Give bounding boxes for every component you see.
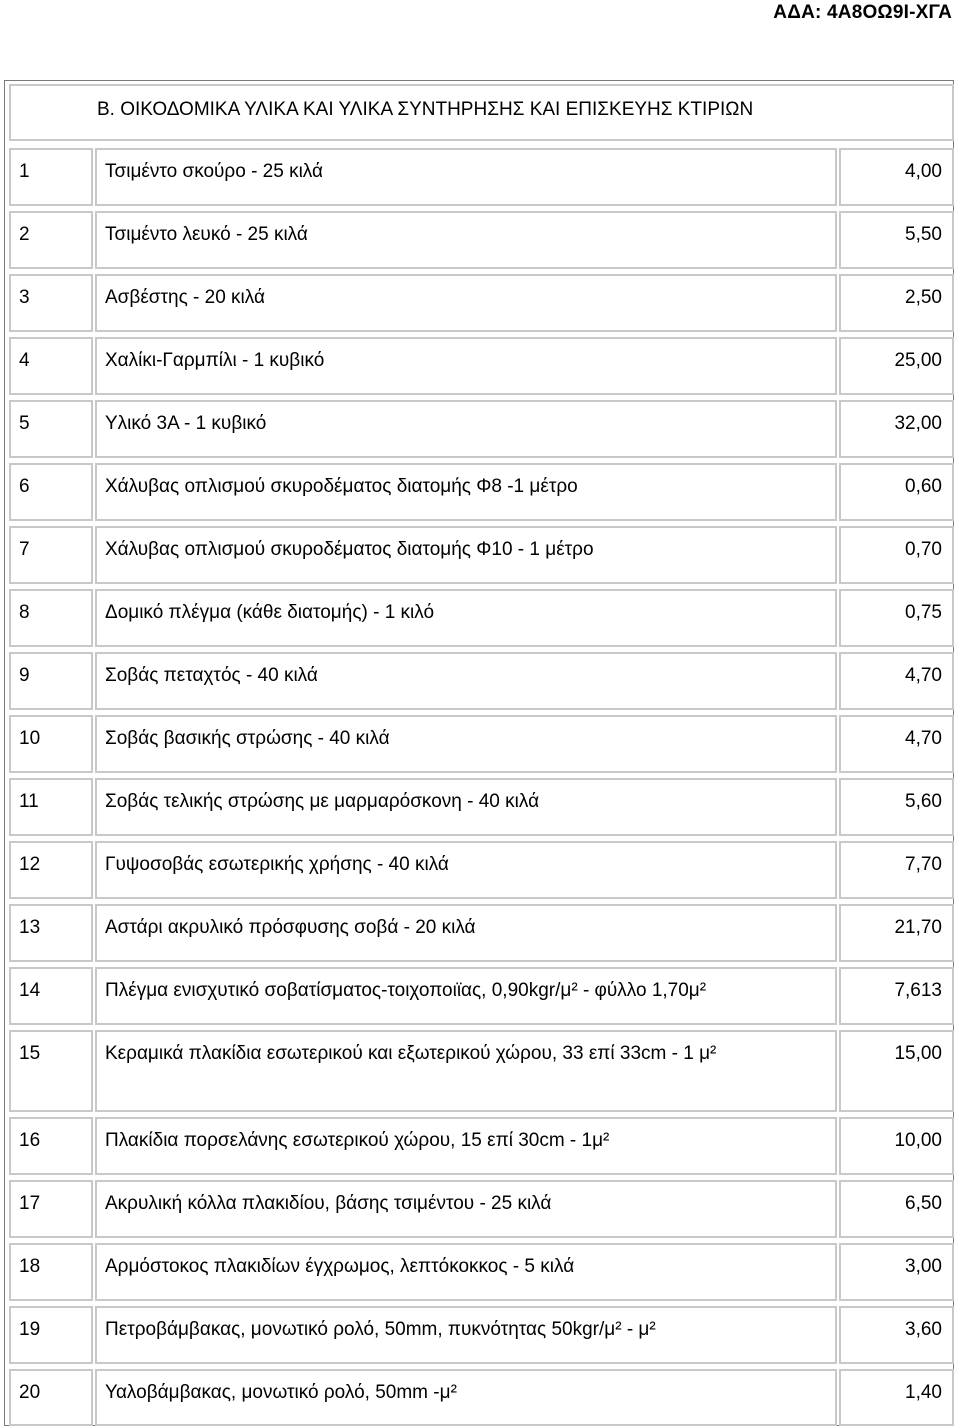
item-price-cell (839, 337, 954, 395)
item-description: Δομικό πλέγμα (κάθε διατομής) - 1 κιλό (105, 602, 435, 623)
item-number-cell (9, 1117, 93, 1175)
table-row (0, 652, 960, 710)
item-description-cell (95, 148, 837, 206)
item-number-cell (9, 1243, 93, 1301)
item-price-cell (839, 967, 954, 1025)
item-description-cell (95, 904, 837, 962)
table-row (0, 1117, 960, 1175)
item-number: 5 (19, 413, 30, 434)
item-price-cell (839, 1369, 954, 1426)
item-number: 6 (19, 476, 30, 497)
table-row (0, 904, 960, 962)
item-number: 4 (19, 350, 30, 371)
item-number-cell (9, 526, 93, 584)
item-price: 1,40 (905, 1382, 942, 1403)
item-number: 16 (19, 1130, 41, 1151)
item-description: Τσιμέντο λευκό - 25 κιλά (105, 224, 308, 245)
item-number-cell (9, 904, 93, 962)
item-description: Αρμόστοκος πλακιδίων έγχρωμος, λεπτόκοκκος - 5 κιλά (105, 1256, 575, 1277)
ada-code: ΑΔΑ: 4Α8ΟΩ9Ι-ΧΓΑ (773, 2, 952, 23)
item-price: 0,60 (905, 476, 942, 497)
item-description-cell (95, 841, 837, 899)
section-title: Β. ΟΙΚΟΔΟΜΙΚΑ ΥΛΙΚΑ ΚΑΙ ΥΛΙΚΑ ΣΥΝΤΗΡΗΣΗΣ ΚΑΙ ΕΠΙΣΚΕΥΗΣ ΚΤΙΡΙΩΝ (97, 99, 754, 120)
item-number-cell (9, 715, 93, 773)
item-description: Υλικό 3Α - 1 κυβικό (105, 413, 267, 434)
item-number: 10 (19, 728, 41, 749)
item-price: 7,613 (894, 980, 942, 1001)
item-description: Χάλυβας οπλισμού σκυροδέματος διατομής Φ8 -1 μέτρο (105, 476, 578, 497)
table-row (0, 337, 960, 395)
item-price-cell (839, 526, 954, 584)
item-price-cell (839, 589, 954, 647)
item-description-cell (95, 967, 837, 1025)
item-price: 2,50 (905, 287, 942, 308)
item-description-cell (95, 400, 837, 458)
item-number: 20 (19, 1382, 41, 1403)
table-row (0, 400, 960, 458)
item-price: 0,70 (905, 539, 942, 560)
item-description: Γυψοσοβάς εσωτερικής χρήσης - 40 κιλά (105, 854, 449, 875)
item-price-cell (839, 400, 954, 458)
item-description: Ακρυλική κόλλα πλακιδίου, βάσης τσιμέντου - 25 κιλά (105, 1193, 552, 1214)
item-price-cell (839, 904, 954, 962)
section-title-cell (9, 84, 954, 141)
item-number-cell (9, 778, 93, 836)
table-row (0, 274, 960, 332)
item-price: 6,50 (905, 1193, 942, 1214)
item-number: 7 (19, 539, 30, 560)
item-number-cell (9, 400, 93, 458)
item-number: 19 (19, 1319, 41, 1340)
item-number: 2 (19, 224, 30, 245)
item-price: 15,00 (894, 1043, 942, 1064)
item-number: 1 (19, 161, 30, 182)
item-description: Τσιμέντο σκούρο - 25 κιλά (105, 161, 324, 182)
item-price: 0,75 (905, 602, 942, 623)
item-description-cell (95, 715, 837, 773)
item-number: 8 (19, 602, 30, 623)
table-row (0, 1369, 960, 1426)
item-number-cell (9, 463, 93, 521)
item-description: Πλέγμα ενισχυτικό σοβατίσματος-τοιχοποιϊας, 0,90kgr/μ² - φύλλο 1,70μ² (105, 980, 707, 1001)
item-number-cell (9, 148, 93, 206)
item-price-cell (839, 1180, 954, 1238)
item-price-cell (839, 841, 954, 899)
item-description-cell (95, 652, 837, 710)
item-price-cell (839, 274, 954, 332)
item-description: Υαλοβάμβακας, μονωτικό ρολό, 50mm -μ² (105, 1382, 457, 1403)
item-description: Πετροβάμβακας, μονωτικό ρολό, 50mm, πυκνότητας 50kgr/μ² - μ² (105, 1319, 656, 1340)
item-price: 3,60 (905, 1319, 942, 1340)
item-description-cell (95, 1117, 837, 1175)
item-description-cell (95, 274, 837, 332)
item-number-cell (9, 274, 93, 332)
item-number: 15 (19, 1043, 41, 1064)
item-price: 5,50 (905, 224, 942, 245)
item-price: 5,60 (905, 791, 942, 812)
item-price-cell (839, 463, 954, 521)
item-number: 18 (19, 1256, 41, 1277)
item-description: Χάλυβας οπλισμού σκυροδέματος διατομής Φ10 - 1 μέτρο (105, 539, 594, 560)
table-row (0, 589, 960, 647)
item-description: Χαλίκι-Γαρμπίλι - 1 κυβικό (105, 350, 325, 371)
item-price: 3,00 (905, 1256, 942, 1277)
item-price: 4,70 (905, 728, 942, 749)
item-number-cell (9, 211, 93, 269)
table-row (0, 841, 960, 899)
item-number-cell (9, 1369, 93, 1426)
table-row (0, 526, 960, 584)
item-price: 4,00 (905, 161, 942, 182)
item-description-cell (95, 337, 837, 395)
item-number: 13 (19, 917, 41, 938)
item-price-cell (839, 1243, 954, 1301)
item-description-cell (95, 211, 837, 269)
item-price-cell (839, 778, 954, 836)
table-row (0, 967, 960, 1025)
item-description-cell (95, 1306, 837, 1364)
item-description-cell (95, 778, 837, 836)
item-number: 11 (19, 791, 39, 812)
item-description: Πλακίδια πορσελάνης εσωτερικού χώρου, 15 επί 30cm - 1μ² (105, 1130, 610, 1151)
item-number-cell (9, 1180, 93, 1238)
item-price-cell (839, 715, 954, 773)
item-number-cell (9, 1030, 93, 1112)
item-number: 14 (19, 980, 41, 1001)
item-description-cell (95, 526, 837, 584)
item-price-cell (839, 148, 954, 206)
item-description: Αστάρι ακρυλικό πρόσφυσης σοβά - 20 κιλά (105, 917, 476, 938)
item-number-cell (9, 967, 93, 1025)
item-price-cell (839, 652, 954, 710)
item-description-cell (95, 1180, 837, 1238)
item-price: 10,00 (894, 1130, 942, 1151)
item-description-cell (95, 1243, 837, 1301)
item-description: Κεραμικά πλακίδια εσωτερικού και εξωτερικού χώρου, 33 επί 33cm - 1 μ² (105, 1043, 717, 1064)
item-number: 9 (19, 665, 30, 686)
item-number: 3 (19, 287, 30, 308)
item-number-cell (9, 652, 93, 710)
item-price: 25,00 (894, 350, 942, 371)
table-row (0, 211, 960, 269)
item-price-cell (839, 1306, 954, 1364)
item-number-cell (9, 841, 93, 899)
item-description-cell (95, 1369, 837, 1426)
table-row (0, 1243, 960, 1301)
table-row (0, 148, 960, 206)
item-number: 17 (19, 1193, 41, 1214)
table-row (0, 1180, 960, 1238)
item-number-cell (9, 337, 93, 395)
item-price: 7,70 (905, 854, 942, 875)
item-number: 12 (19, 854, 41, 875)
item-description-cell (95, 463, 837, 521)
item-price-cell (839, 1030, 954, 1112)
item-number-cell (9, 589, 93, 647)
table-row (0, 1030, 960, 1112)
item-price-cell (839, 1117, 954, 1175)
item-price: 4,70 (905, 665, 942, 686)
item-number-cell (9, 1306, 93, 1364)
item-price: 21,70 (894, 917, 942, 938)
item-description: Ασβέστης - 20 κιλά (105, 287, 265, 308)
table-row (0, 715, 960, 773)
item-price: 32,00 (894, 413, 942, 434)
item-description: Σοβάς τελικής στρώσης με μαρμαρόσκονη - 40 κιλά (105, 791, 540, 812)
item-price-cell (839, 211, 954, 269)
table-row (0, 463, 960, 521)
table-row (0, 778, 960, 836)
table-row (0, 1306, 960, 1364)
item-description-cell (95, 1030, 837, 1112)
item-description-cell (95, 589, 837, 647)
item-description: Σοβάς βασικής στρώσης - 40 κιλά (105, 728, 390, 749)
item-description: Σοβάς πεταχτός - 40 κιλά (105, 665, 318, 686)
